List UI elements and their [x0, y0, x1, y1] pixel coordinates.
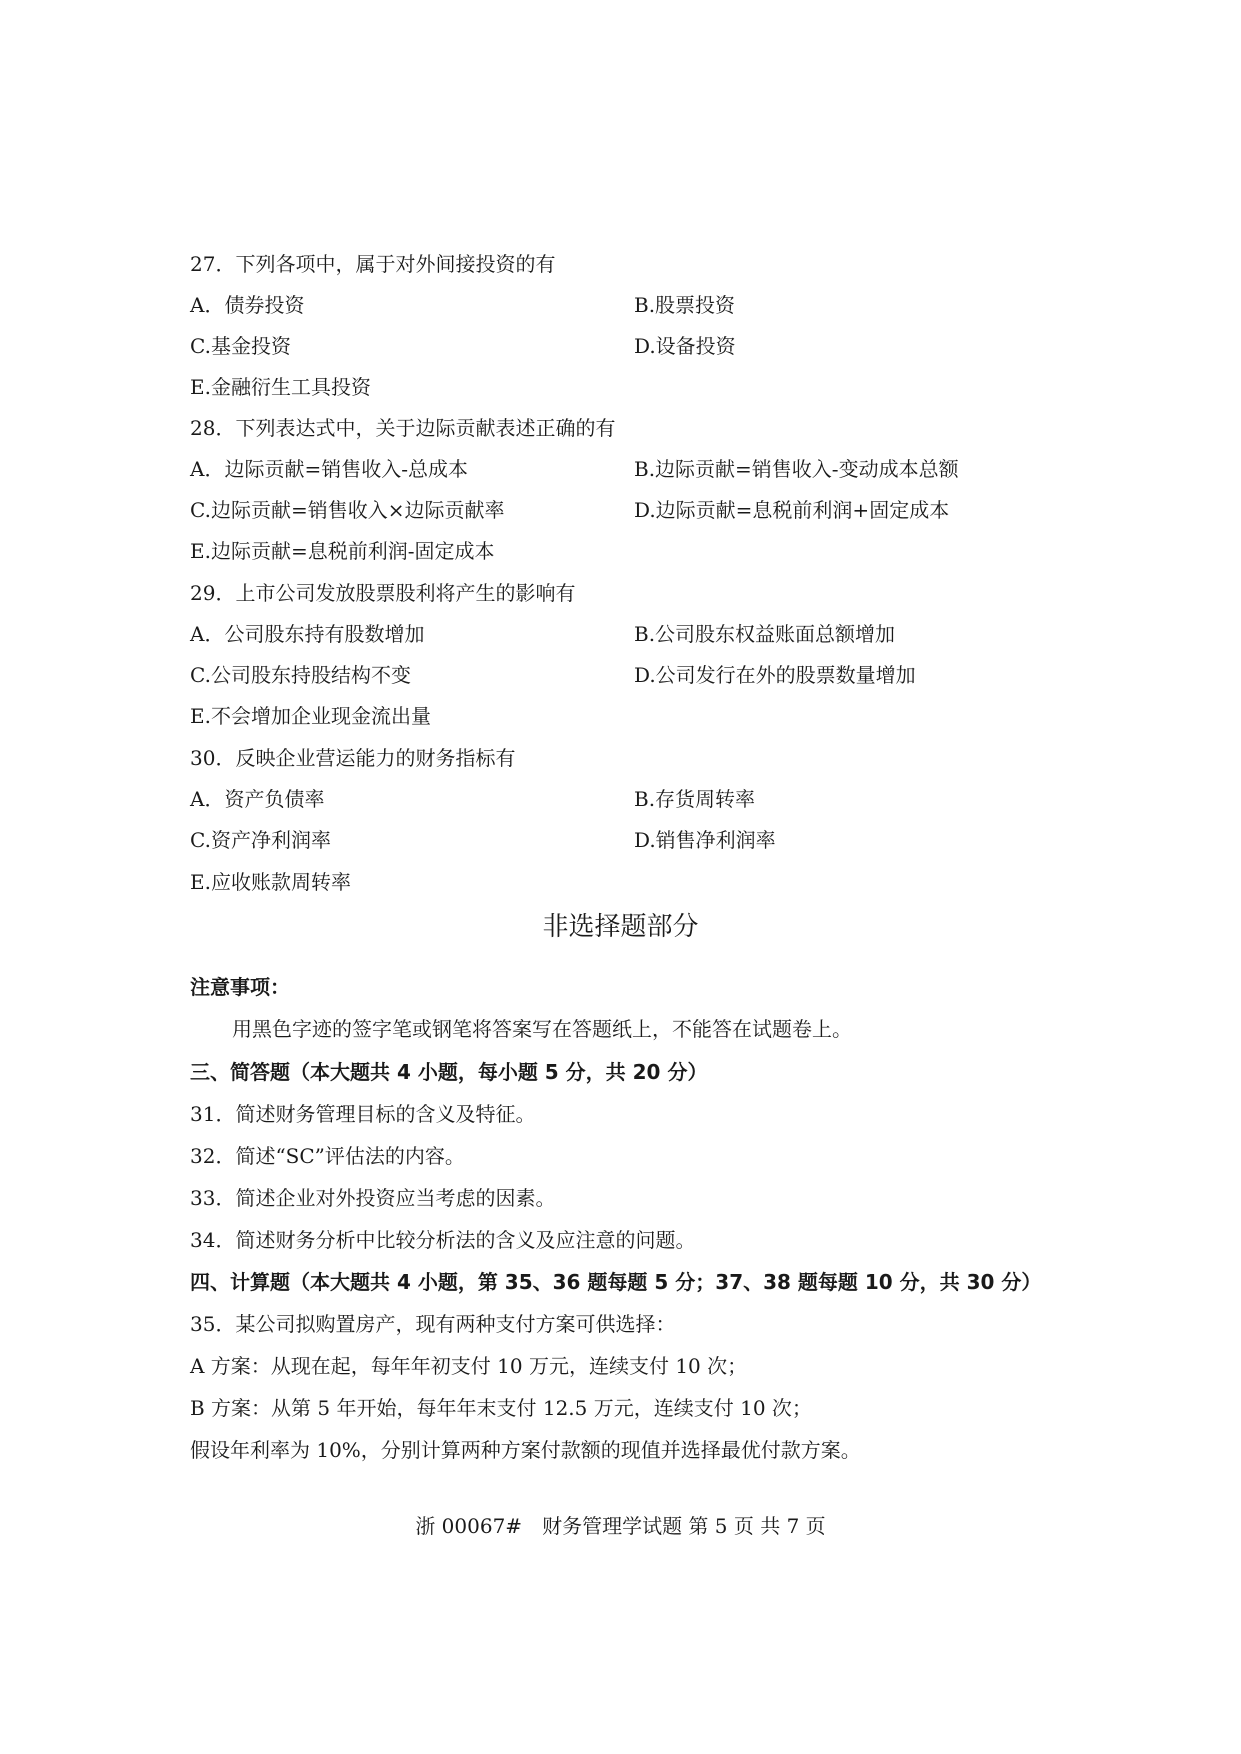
question-35-stem: 35．某公司拟购置房产，现有两种支付方案可供选择：: [190, 1312, 676, 1336]
notice-heading: 注意事项：: [190, 975, 290, 999]
question-29-option-b: B.公司股东权益账面总额增加: [634, 622, 896, 646]
question-30-option-a: A．资产负债率: [190, 787, 325, 811]
question-31: 31．简述财务管理目标的含义及特征。: [190, 1102, 536, 1126]
question-35-plan-b: B 方案：从第 5 年开始，每年年末支付 12.5 万元，连续支付 10 次；: [190, 1396, 812, 1420]
question-28-stem: 28．下列表达式中，关于边际贡献表述正确的有: [190, 416, 616, 440]
question-27-option-b: B.股票投资: [634, 293, 736, 317]
question-27-option-a: A．债券投资: [190, 293, 305, 317]
question-27-stem: 27．下列各项中，属于对外间接投资的有: [190, 252, 556, 276]
question-28-option-d: D.边际贡献=息税前利润+固定成本: [634, 498, 950, 522]
question-29-stem: 29．上市公司发放股票股利将产生的影响有: [190, 581, 576, 605]
question-33: 33．简述企业对外投资应当考虑的因素。: [190, 1186, 556, 1210]
question-30-option-d: D.销售净利润率: [634, 828, 776, 852]
question-32: 32．简述“SC”评估法的内容。: [190, 1144, 465, 1168]
question-29-option-a: A．公司股东持有股数增加: [190, 622, 425, 646]
question-28-option-e: E.边际贡献=息税前利润-固定成本: [190, 539, 495, 563]
section-title: 非选择题部分: [542, 912, 699, 942]
question-28-option-c: C.边际贡献=销售收入×边际贡献率: [190, 498, 505, 522]
part3-heading: 三、简答题（本大题共 4 小题，每小题 5 分，共 20 分）: [190, 1060, 708, 1084]
question-28-option-b: B.边际贡献=销售收入-变动成本总额: [634, 457, 959, 481]
question-28-option-a: A．边际贡献=销售收入-总成本: [190, 457, 468, 481]
question-29-option-c: C.公司股东持股结构不变: [190, 663, 411, 687]
part4-heading: 四、计算题（本大题共 4 小题，第 35、36 题每题 5 分；37、38 题每题 10 分，共 30 分）: [190, 1270, 1042, 1294]
question-34: 34．简述财务分析中比较分析法的含义及应注意的问题。: [190, 1228, 696, 1252]
question-27-option-c: C.基金投资: [190, 334, 291, 358]
question-30-option-e: E.应收账款周转率: [190, 870, 351, 894]
question-29-option-d: D.公司发行在外的股票数量增加: [634, 663, 916, 687]
question-35-task: 假设年利率为 10%，分别计算两种方案付款额的现值并选择最优付款方案。: [190, 1438, 861, 1462]
question-29-option-e: E.不会增加企业现金流出量: [190, 704, 431, 728]
page-footer: 浙 00067# 财务管理学试题 第 5 页 共 7 页: [415, 1514, 826, 1538]
question-27-option-e: E.金融衍生工具投资: [190, 375, 371, 399]
question-30-stem: 30．反映企业营运能力的财务指标有: [190, 746, 516, 770]
question-30-option-b: B.存货周转率: [634, 787, 756, 811]
question-27-option-d: D.设备投资: [634, 334, 736, 358]
question-35-plan-a: A 方案：从现在起，每年年初支付 10 万元，连续支付 10 次；: [190, 1354, 748, 1378]
notice-text: 用黑色字迹的签字笔或钢笔将答案写在答题纸上，不能答在试题卷上。: [232, 1017, 852, 1041]
question-30-option-c: C.资产净利润率: [190, 828, 331, 852]
